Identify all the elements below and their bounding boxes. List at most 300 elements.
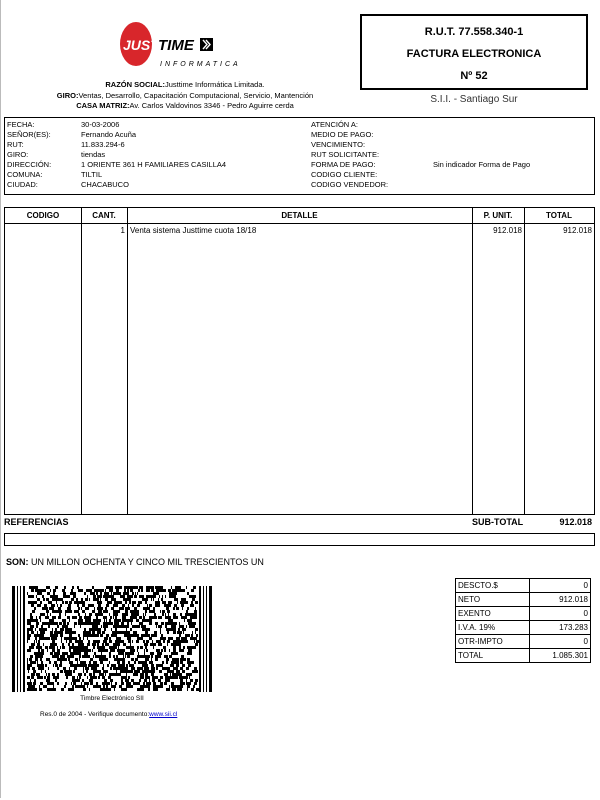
- barcode-module: [132, 634, 135, 637]
- barcode-module: [173, 643, 176, 646]
- barcode-module: [32, 628, 33, 631]
- barcode-module: [103, 655, 106, 658]
- barcode-module: [172, 676, 175, 679]
- barcode-module: [40, 655, 43, 658]
- barcode-module: [178, 640, 180, 643]
- barcode-module: [133, 673, 135, 676]
- barcode-module: [143, 673, 144, 676]
- barcode-module: [28, 619, 29, 622]
- barcode-module: [163, 640, 165, 643]
- barcode-module: [162, 610, 165, 613]
- barcode-module: [47, 688, 50, 691]
- barcode-module: [151, 661, 153, 664]
- barcode-module: [41, 652, 44, 655]
- client-label: DIRECCIÓN:: [7, 160, 52, 169]
- barcode-module: [122, 619, 124, 622]
- barcode-module: [146, 670, 149, 673]
- barcode-module: [75, 679, 77, 682]
- barcode-module: [107, 601, 109, 604]
- barcode-module: [51, 637, 54, 640]
- barcode-module: [135, 586, 137, 589]
- barcode-module: [80, 622, 83, 625]
- barcode-module: [45, 664, 47, 667]
- barcode-module: [57, 682, 58, 685]
- barcode-module: [155, 655, 158, 658]
- barcode-module: [97, 631, 99, 634]
- barcode-module: [102, 589, 104, 592]
- barcode-module: [192, 670, 195, 673]
- barcode-module: [96, 655, 98, 658]
- barcode-module: [50, 631, 53, 634]
- barcode-module: [174, 622, 177, 625]
- barcode-module: [183, 631, 184, 634]
- client-label: CODIGO VENDEDOR:: [311, 180, 389, 189]
- barcode-module: [181, 637, 184, 640]
- barcode-module: [89, 631, 90, 634]
- barcode-module: [65, 631, 66, 634]
- barcode-module: [33, 661, 36, 664]
- barcode-module: [65, 637, 67, 640]
- barcode-module: [100, 649, 102, 652]
- barcode-module: [170, 664, 171, 667]
- barcode-module: [137, 592, 138, 595]
- client-label: FORMA DE PAGO:: [311, 160, 376, 169]
- barcode-module: [102, 631, 105, 634]
- barcode-module: [82, 604, 85, 607]
- barcode-module: [89, 622, 92, 625]
- barcode-module: [65, 625, 68, 628]
- barcode-module: [46, 658, 49, 661]
- barcode-module: [131, 619, 133, 622]
- barcode-module: [104, 679, 107, 682]
- barcode-module: [94, 652, 95, 655]
- barcode-module: [84, 652, 85, 655]
- barcode-module: [113, 655, 114, 658]
- barcode-module: [180, 601, 182, 604]
- barcode-module: [144, 649, 145, 652]
- barcode-module: [181, 655, 182, 658]
- barcode-module: [136, 631, 137, 634]
- barcode-module: [126, 592, 129, 595]
- barcode-module: [65, 652, 68, 655]
- barcode-module: [106, 616, 107, 619]
- barcode-module: [53, 592, 55, 595]
- barcode-module: [153, 682, 156, 685]
- barcode-module: [68, 643, 69, 646]
- barcode-module: [141, 661, 144, 664]
- barcode-module: [34, 601, 35, 604]
- barcode-module: [147, 628, 150, 631]
- barcode-module: [143, 682, 145, 685]
- barcode-module: [52, 598, 55, 601]
- barcode-module: [99, 589, 102, 592]
- barcode-module: [35, 637, 37, 640]
- barcode-module: [160, 664, 162, 667]
- document-type: FACTURA ELECTRONICA: [406, 48, 542, 60]
- barcode-module: [78, 649, 80, 652]
- barcode-module: [67, 622, 69, 625]
- barcode-module: [171, 682, 173, 685]
- barcode-module: [149, 595, 151, 598]
- barcode-module: [34, 586, 35, 589]
- barcode-module: [38, 673, 40, 676]
- barcode-module: [27, 688, 29, 691]
- barcode-module: [63, 628, 64, 631]
- barcode-module: [44, 613, 45, 616]
- barcode-module: [88, 667, 89, 670]
- barcode-module: [95, 628, 98, 631]
- barcode-module: [187, 610, 188, 613]
- barcode-module: [56, 595, 57, 598]
- barcode-module: [155, 622, 157, 625]
- barcode-module: [64, 586, 66, 589]
- barcode-module: [159, 640, 161, 643]
- son-value: UN MILLON OCHENTA Y CINCO MIL TRESCIENTOS UN: [31, 557, 264, 567]
- barcode-guard-bar: [203, 586, 204, 692]
- barcode-module: [172, 592, 175, 595]
- barcode-module: [34, 652, 36, 655]
- barcode-module: [52, 622, 54, 625]
- barcode-module: [126, 664, 128, 667]
- barcode-module: [87, 616, 90, 619]
- barcode-module: [153, 643, 154, 646]
- barcode-module: [175, 592, 177, 595]
- barcode-module: [167, 673, 168, 676]
- barcode-module: [115, 643, 117, 646]
- barcode-module: [45, 646, 48, 649]
- barcode-module: [156, 604, 157, 607]
- barcode-module: [66, 676, 68, 679]
- barcode-module: [46, 679, 48, 682]
- barcode-module: [72, 685, 74, 688]
- barcode-module: [39, 592, 42, 595]
- barcode-module: [171, 637, 173, 640]
- barcode-module: [28, 670, 29, 673]
- barcode-module: [36, 652, 39, 655]
- barcode-module: [82, 643, 84, 646]
- rut-number: R.U.T. 77.558.340-1: [424, 26, 524, 38]
- barcode-module: [150, 610, 152, 613]
- barcode-module: [121, 601, 122, 604]
- razon-label: RAZÓN SOCIAL:: [105, 80, 165, 89]
- barcode-module: [68, 607, 71, 610]
- barcode-module: [144, 652, 145, 655]
- barcode-module: [95, 613, 98, 616]
- barcode-module: [105, 682, 107, 685]
- barcode-module: [190, 646, 193, 649]
- barcode-module: [172, 622, 173, 625]
- barcode-module: [144, 667, 146, 670]
- barcode-module: [30, 625, 31, 628]
- barcode-module: [125, 670, 128, 673]
- barcode-module: [192, 637, 193, 640]
- barcode-guard-bar: [199, 586, 201, 692]
- barcode-module: [95, 598, 97, 601]
- barcode-module: [157, 622, 158, 625]
- barcode-module: [189, 622, 192, 625]
- barcode-module: [68, 673, 71, 676]
- barcode-module: [48, 622, 49, 625]
- barcode-module: [75, 658, 78, 661]
- barcode-module: [179, 586, 181, 589]
- barcode-module: [172, 589, 173, 592]
- barcode-module: [80, 625, 81, 628]
- barcode-module: [58, 676, 59, 679]
- barcode-module: [28, 676, 30, 679]
- barcode-module: [39, 646, 40, 649]
- barcode-module: [180, 613, 181, 616]
- barcode-module: [85, 652, 86, 655]
- barcode-module: [151, 619, 152, 622]
- barcode-module: [176, 643, 178, 646]
- barcode-module: [29, 682, 30, 685]
- barcode-module: [194, 595, 196, 598]
- row-punit: 912.018: [493, 226, 522, 235]
- barcode-module: [185, 640, 188, 643]
- barcode-module: [181, 682, 183, 685]
- barcode-module: [103, 667, 104, 670]
- barcode-module: [126, 652, 129, 655]
- barcode-module: [134, 661, 136, 664]
- matriz-value: Av. Carlos Valdovinos 3346 - Pedro Aguirre cerda: [129, 101, 294, 110]
- barcode-module: [60, 604, 62, 607]
- barcode-module: [146, 682, 149, 685]
- barcode-module: [27, 658, 28, 661]
- barcode-module: [57, 595, 58, 598]
- barcode-module: [116, 640, 117, 643]
- barcode-module: [105, 598, 107, 601]
- barcode-module: [41, 649, 44, 652]
- barcode-module: [149, 604, 152, 607]
- barcode-module: [147, 589, 150, 592]
- barcode-module: [168, 604, 171, 607]
- barcode-module: [176, 640, 178, 643]
- barcode-module: [136, 613, 139, 616]
- barcode-module: [93, 640, 96, 643]
- barcode-module: [47, 592, 48, 595]
- barcode-module: [50, 589, 51, 592]
- barcode-module: [84, 616, 85, 619]
- barcode-module: [71, 589, 73, 592]
- barcode-module: [101, 655, 103, 658]
- barcode-module: [166, 625, 167, 628]
- barcode-module: [91, 664, 94, 667]
- barcode-module: [194, 640, 195, 643]
- barcode-module: [67, 601, 68, 604]
- barcode-module: [87, 646, 88, 649]
- client-value: 11.833.294-6: [81, 140, 125, 149]
- barcode-module: [63, 595, 66, 598]
- barcode-module: [63, 655, 65, 658]
- barcode-module: [123, 655, 124, 658]
- barcode-module: [82, 679, 84, 682]
- barcode-module: [130, 634, 132, 637]
- barcode-module: [126, 688, 127, 691]
- barcode-module: [191, 637, 192, 640]
- barcode-module: [38, 649, 40, 652]
- barcode-module: [70, 688, 72, 691]
- barcode-module: [145, 676, 147, 679]
- sii-link[interactable]: www.sii.cl: [149, 711, 178, 718]
- barcode-module: [124, 586, 127, 589]
- barcode-module: [70, 592, 71, 595]
- barcode-module: [37, 661, 38, 664]
- barcode-module: [137, 640, 138, 643]
- barcode-module: [39, 616, 41, 619]
- barcode-module: [52, 673, 55, 676]
- barcode-module: [176, 670, 178, 673]
- barcode-module: [168, 589, 171, 592]
- barcode-module: [39, 628, 41, 631]
- barcode-module: [161, 625, 162, 628]
- barcode-module: [99, 685, 101, 688]
- barcode-module: [100, 604, 101, 607]
- barcode-module: [126, 619, 129, 622]
- barcode-module: [146, 586, 149, 589]
- barcode-module: [182, 628, 185, 631]
- barcode-module: [87, 637, 88, 640]
- barcode-module: [176, 685, 179, 688]
- barcode-module: [149, 622, 152, 625]
- barcode-module: [87, 655, 90, 658]
- barcode-module: [87, 619, 88, 622]
- barcode-module: [142, 628, 145, 631]
- barcode-module: [48, 679, 49, 682]
- barcode-module: [57, 604, 58, 607]
- barcode-module: [65, 628, 67, 631]
- barcode-module: [115, 646, 117, 649]
- barcode-module: [177, 688, 179, 691]
- barcode-module: [86, 622, 88, 625]
- barcode-module: [117, 649, 120, 652]
- barcode-module: [68, 688, 70, 691]
- barcode-module: [169, 616, 171, 619]
- barcode-module: [109, 652, 111, 655]
- barcode-module: [99, 631, 101, 634]
- totals-value: 0: [530, 579, 591, 593]
- barcode-module: [27, 667, 29, 670]
- barcode-module: [121, 676, 122, 679]
- barcode-module: [187, 646, 190, 649]
- barcode-module: [97, 589, 98, 592]
- barcode-module: [51, 607, 52, 610]
- barcode-module: [97, 643, 99, 646]
- barcode-module: [37, 598, 40, 601]
- barcode-module: [172, 688, 175, 691]
- barcode-module: [80, 619, 83, 622]
- barcode-module: [67, 670, 69, 673]
- barcode-module: [47, 676, 50, 679]
- barcode-module: [167, 643, 168, 646]
- barcode-module: [196, 688, 199, 691]
- barcode-module: [60, 670, 62, 673]
- barcode-module: [164, 655, 167, 658]
- barcode-module: [93, 661, 94, 664]
- barcode-module: [38, 640, 40, 643]
- barcode-module: [67, 607, 68, 610]
- barcode-module: [123, 592, 126, 595]
- barcode-module: [169, 592, 172, 595]
- barcode-module: [99, 601, 102, 604]
- barcode-module: [55, 676, 58, 679]
- barcode-module: [192, 595, 194, 598]
- client-label: COMUNA:: [7, 170, 43, 179]
- barcode-module: [30, 679, 31, 682]
- totals-row: [456, 607, 591, 621]
- barcode-module: [110, 622, 113, 625]
- barcode-module: [166, 679, 168, 682]
- barcode-module: [33, 625, 34, 628]
- barcode-module: [106, 610, 108, 613]
- barcode-module: [98, 655, 101, 658]
- barcode-module: [124, 664, 125, 667]
- barcode-module: [88, 640, 90, 643]
- barcode-module: [64, 658, 67, 661]
- barcode-module: [102, 658, 105, 661]
- barcode-module: [113, 616, 114, 619]
- barcode-module: [161, 670, 162, 673]
- barcode-module: [172, 595, 173, 598]
- barcode-module: [109, 661, 110, 664]
- barcode-module: [162, 601, 163, 604]
- barcode-module: [166, 628, 169, 631]
- barcode-module: [187, 592, 189, 595]
- barcode-module: [56, 622, 58, 625]
- barcode-module: [173, 625, 176, 628]
- barcode-module: [69, 601, 72, 604]
- barcode-module: [99, 619, 100, 622]
- barcode-module: [102, 649, 104, 652]
- barcode-module: [166, 658, 169, 661]
- barcode-module: [173, 640, 175, 643]
- barcode-module: [124, 634, 127, 637]
- barcode-module: [72, 631, 73, 634]
- barcode-module: [60, 646, 61, 649]
- barcode-module: [132, 592, 134, 595]
- barcode-module: [168, 637, 169, 640]
- barcode-module: [60, 613, 61, 616]
- barcode-module: [175, 676, 178, 679]
- barcode-module: [103, 616, 105, 619]
- barcode-module: [175, 631, 176, 634]
- barcode-module: [54, 631, 56, 634]
- barcode-module: [51, 652, 52, 655]
- barcode-module: [147, 655, 150, 658]
- barcode-module: [31, 604, 32, 607]
- barcode-module: [127, 622, 129, 625]
- barcode-module: [104, 649, 105, 652]
- barcode-module: [37, 589, 38, 592]
- barcode-module: [195, 607, 196, 610]
- barcode-module: [57, 652, 60, 655]
- barcode-module: [123, 598, 125, 601]
- barcode-module: [49, 679, 50, 682]
- barcode-module: [32, 625, 33, 628]
- barcode-module: [107, 622, 110, 625]
- barcode-module: [82, 685, 85, 688]
- barcode-module: [42, 637, 43, 640]
- barcode-module: [77, 676, 78, 679]
- barcode-module: [174, 658, 176, 661]
- logo-word2: TIME: [158, 37, 194, 54]
- barcode-module: [80, 661, 82, 664]
- barcode-module: [125, 607, 128, 610]
- barcode-module: [29, 628, 30, 631]
- barcode-module: [30, 655, 33, 658]
- barcode-module: [54, 595, 56, 598]
- barcode-module: [193, 685, 195, 688]
- barcode-module: [48, 616, 49, 619]
